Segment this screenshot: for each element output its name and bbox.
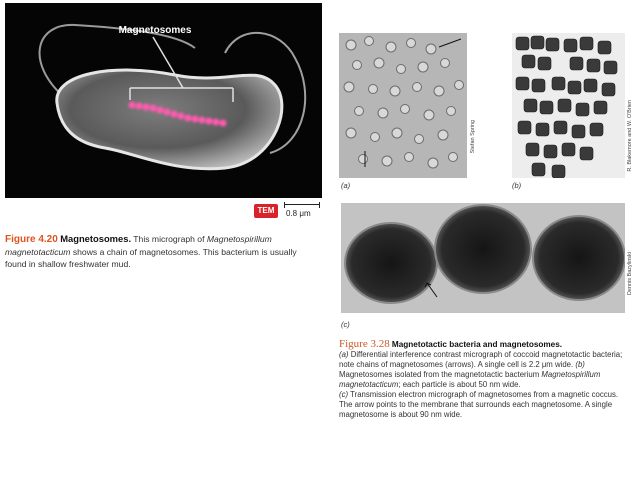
caption-text: shows a chain of magnetosomes. This bacterium is usually found in shallow freshwater mud. <box>5 247 297 269</box>
figure-title: Magnetotactic bacteria and magnetosomes. <box>391 340 563 349</box>
caption-text: Magnetosomes isolated from the magnetotactic bacterium <box>339 370 542 379</box>
caption-text: ; each particle is about 50 nm wide. <box>398 380 521 389</box>
panel-c-micrograph <box>341 203 625 313</box>
scale-label: 0.8 μm <box>286 209 311 218</box>
panel-b-micrograph <box>512 33 625 178</box>
photo-credit: Stefan Spring <box>470 120 476 154</box>
species-name: Magnetospirillum magnetotacticum <box>5 234 272 257</box>
caption-text: Differential interference contrast micrograph of coccoid magnetotactic bacteria; note chains of magnetosomes (arrows). A single cell is 2.2 μm wide. <box>339 350 623 369</box>
panel-label: (c) <box>341 320 350 329</box>
figure-4-20-caption <box>5 233 320 270</box>
figure-3-28-caption <box>339 339 629 420</box>
photo-credit: Dennis Bazylinski <box>627 252 633 296</box>
part-label: (b) <box>575 360 585 369</box>
panel-label: (a) <box>341 181 351 190</box>
bacterium-cell <box>57 70 282 169</box>
caption-text: This micrograph of <box>131 234 207 244</box>
figure-number: Figure 4.20 <box>5 234 58 245</box>
part-label: (a) <box>339 350 349 359</box>
caption-text: Transmission electron micrograph of magnetosomes from a magnetic coccus. The arrow points to the membrane that surrounds each magnetosome. A single magnetosome is about 90 nm wide. <box>339 390 619 419</box>
panel-a-micrograph <box>339 33 467 178</box>
tem-badge: TEM <box>254 204 278 218</box>
panel-label: (b) <box>512 181 522 190</box>
figure-number: Figure 3.28 <box>339 338 390 350</box>
micrograph-label: Magnetosomes <box>118 25 192 36</box>
photo-credit: R. Blakemore and W. O'Brien <box>627 100 633 172</box>
scale-bar <box>284 202 320 208</box>
tem-micrograph <box>5 3 322 198</box>
figure-title: Magnetosomes. <box>60 233 132 244</box>
part-label: (c) <box>339 390 349 399</box>
species-name: Magnetospirillum magnetotacticum <box>339 370 601 389</box>
